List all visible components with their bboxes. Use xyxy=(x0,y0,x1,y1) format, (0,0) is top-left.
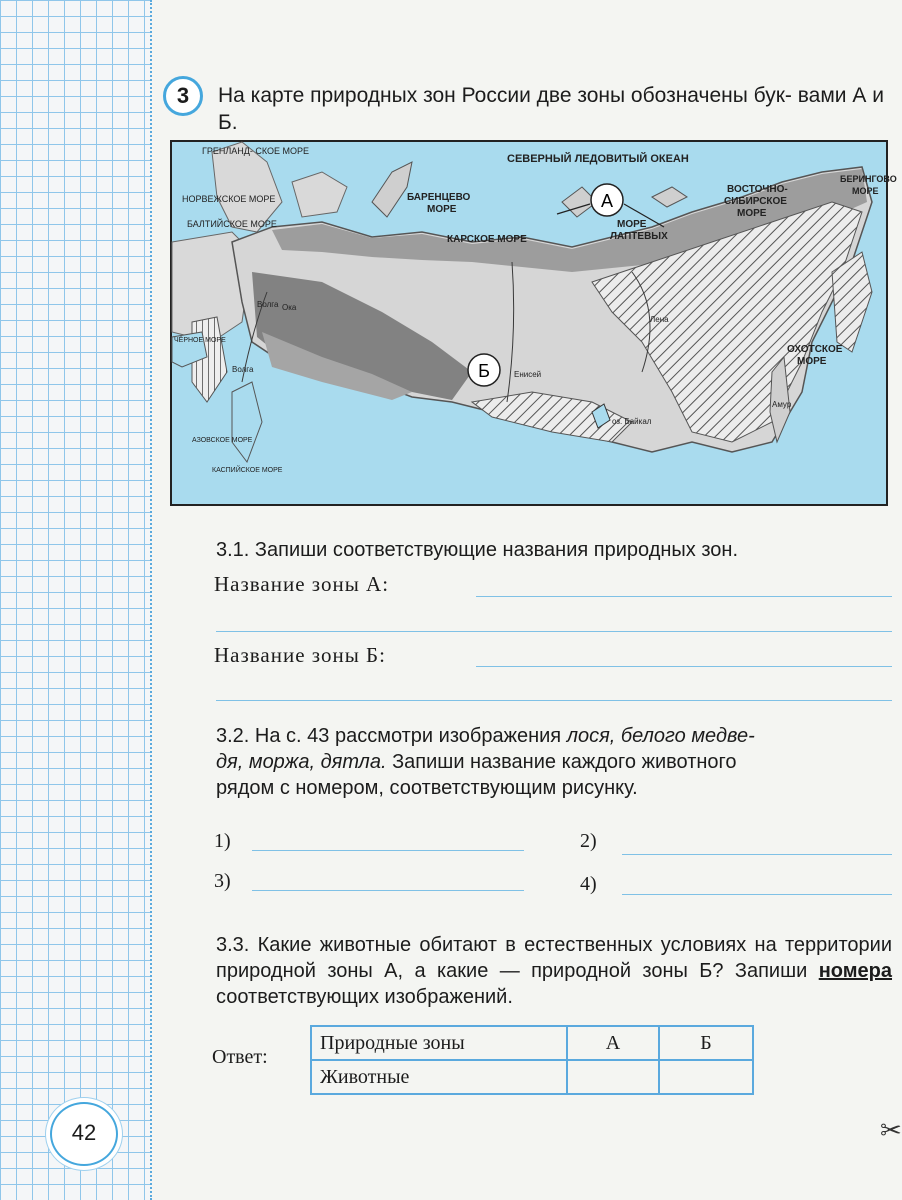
q33-text-after: соответствующих изображений. xyxy=(216,986,513,1008)
animal-answer-line-4[interactable] xyxy=(622,894,892,895)
label-azov-sea: АЗОВСКОЕ МОРЕ xyxy=(192,437,253,444)
q32-line2-rest: Запиши название каждого животного xyxy=(392,751,737,773)
header-zone-b: Б xyxy=(659,1026,753,1060)
q33-text xyxy=(216,932,892,1010)
animal-answer-line-2[interactable] xyxy=(622,854,892,855)
caspian-sea xyxy=(232,382,262,462)
header-natural-zones: Природные зоны xyxy=(311,1026,567,1060)
label-lena: Лена xyxy=(650,315,669,324)
q32-line3: рядом с номером, соответствующим рисунку. xyxy=(216,777,638,799)
task-text: На карте природных зон России две зоны обозначены бук- вами А и Б. xyxy=(218,84,884,134)
zone-a-label: Название зоны А: xyxy=(214,572,390,596)
russia-map-svg xyxy=(172,142,897,504)
table-row-animals xyxy=(311,1060,753,1094)
zone-b-answer-line-2[interactable] xyxy=(216,700,892,701)
label-laptev-sea-1: МОРЕ xyxy=(617,219,647,230)
q32-line1-start: 3.2. На с. 43 рассмотри изображения xyxy=(216,725,562,747)
label-barents-sea-2: МОРЕ xyxy=(427,204,457,215)
animal-answer-line-3[interactable] xyxy=(252,890,524,891)
answer-label: Ответ: xyxy=(212,1046,268,1068)
label-laptev-sea-2: ЛАПТЕВЫХ xyxy=(610,231,668,242)
table-row-header xyxy=(311,1026,753,1060)
cell-zone-a-answer[interactable] xyxy=(567,1060,659,1094)
page-number: 42 xyxy=(50,1102,118,1166)
label-caspian-sea: КАСПИЙСКОЕ МОРЕ xyxy=(212,467,283,474)
label-barents-sea-1: БАРЕНЦЕВО xyxy=(407,192,471,203)
label-bering-sea-1: БЕРИНГОВО xyxy=(840,174,897,184)
animal-answer-line-1[interactable] xyxy=(252,850,524,851)
label-black-sea: ЧЁРНОЕ МОРЕ xyxy=(174,337,226,344)
task-number-badge: 3 xyxy=(163,76,203,116)
q33-text-before: 3.3. Какие животные обитают в естественных условиях на территории природной зоны А, а какие — природной зоны Б? Запиши xyxy=(216,934,892,982)
kola-land xyxy=(292,172,347,217)
label-oka: Ока xyxy=(282,303,297,312)
label-greenland-sea: ГРЕНЛАНД- СКОЕ МОРЕ xyxy=(202,146,310,156)
new-siberian-islands xyxy=(652,187,687,207)
animal-number-2: 2) xyxy=(580,830,597,852)
label-baikal: оз. Байкал xyxy=(612,417,652,426)
label-volga-1: Волга xyxy=(257,300,279,309)
label-amur: Амур xyxy=(772,400,792,409)
label-yenisei: Енисей xyxy=(514,370,542,379)
marker-a-letter: А xyxy=(600,191,614,211)
q33-bold-word: номера xyxy=(818,960,893,982)
label-arctic-ocean: СЕВЕРНЫЙ ЛЕДОВИТЫЙ ОКЕАН xyxy=(507,153,689,165)
animal-number-3: 3) xyxy=(214,870,231,892)
label-norwegian-sea: НОРВЕЖСКОЕ МОРЕ xyxy=(182,194,276,204)
natural-zones-map xyxy=(170,140,897,506)
label-bering-sea-2: МОРЕ xyxy=(852,186,879,196)
label-okhotsk-sea-1: ОХОТСКОЕ xyxy=(787,344,843,355)
header-zone-a: А xyxy=(567,1026,659,1060)
zone-b-answer-line-1[interactable] xyxy=(476,666,892,667)
label-east-siberian-sea-1: ВОСТОЧНО- xyxy=(727,184,788,195)
scissors-icon: ✂ xyxy=(880,1115,902,1145)
cell-zone-b-answer[interactable] xyxy=(659,1060,753,1094)
animal-number-1: 1) xyxy=(214,830,231,852)
novaya-zemlya xyxy=(372,162,412,217)
label-volga-2: Волга xyxy=(232,365,254,374)
q32-line1-italic: лося, белого медве- xyxy=(566,725,755,747)
answer-table xyxy=(310,1025,754,1095)
row-animals-label: Животные xyxy=(311,1060,567,1094)
animal-number-4: 4) xyxy=(580,873,597,895)
zone-a-answer-line-1[interactable] xyxy=(476,596,892,597)
marker-b-letter: Б xyxy=(478,361,490,381)
zone-b-label: Название зоны Б: xyxy=(214,643,386,667)
q32-line2-italic: дя, моржа, дятла. xyxy=(216,751,387,773)
grid-paper-margin xyxy=(0,0,150,1200)
label-kara-sea: КАРСКОЕ МОРЕ xyxy=(447,234,527,245)
label-east-siberian-sea-2: СИБИРСКОЕ xyxy=(724,196,787,207)
q31-heading: 3.1. Запиши соответствующие названия природных зон. xyxy=(216,539,739,561)
zone-a-answer-line-2[interactable] xyxy=(216,631,892,632)
q32-text xyxy=(216,723,892,801)
label-east-siberian-sea-3: МОРЕ xyxy=(737,208,767,219)
perforation-edge xyxy=(150,0,158,1200)
label-baltic-sea: БАЛТИЙСКОЕ МОРЕ xyxy=(187,219,277,229)
label-okhotsk-sea-2: МОРЕ xyxy=(797,356,827,367)
